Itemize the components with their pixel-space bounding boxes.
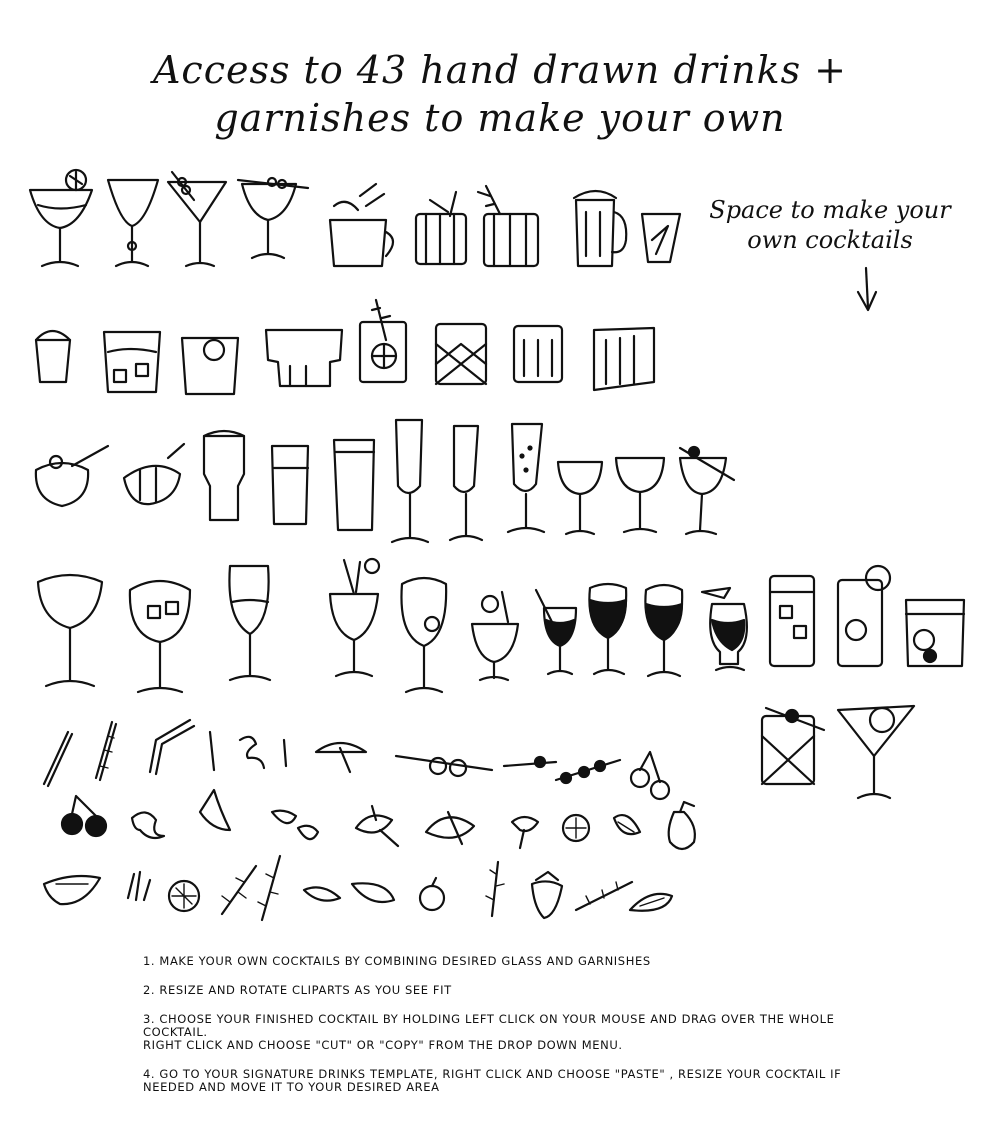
instruction-step: 2. RESIZE AND ROTATE CLIPARTS AS YOU SEE FIT — [143, 983, 452, 997]
mint-icon — [356, 806, 398, 846]
coconut-icon — [124, 444, 184, 504]
red-wine-glass-icon — [589, 584, 626, 674]
cut-crystal-glass-icon — [436, 324, 486, 384]
orange-slice-icon — [563, 815, 589, 841]
instruction-step: 3. CHOOSE YOUR FINISHED COCKTAIL BY HOLDING LEFT CLICK ON YOUR MOUSE AND DRAG OVER THE WHOLE COCKTAIL. RIGHT CLICK AND CHOOSE "CUT" OR "COPY" FROM THE DROP DOWN MENU. — [143, 1012, 835, 1052]
lime-half-icon — [44, 876, 100, 904]
margarita-glass-icon — [30, 170, 92, 266]
cherry-pick-icon — [396, 756, 492, 776]
page-title-line-1: Access to 43 hand drawn drinks + — [152, 48, 848, 92]
hurricane-glass-icon — [702, 588, 747, 670]
lavender-sprig-icon — [576, 882, 632, 910]
orange-wedge-icon — [352, 883, 394, 902]
tiki-bowl-icon — [472, 592, 518, 680]
straw-icon — [44, 732, 72, 786]
bent-straw-icon — [150, 720, 194, 774]
pint-glass-icon — [204, 431, 244, 520]
grass-icon — [128, 872, 150, 900]
umbrella-icon — [316, 743, 366, 772]
rosemary-tumbler-icon — [360, 300, 406, 382]
instruction-step: 4. GO TO YOUR SIGNATURE DRINKS TEMPLATE, RIGHT CLICK AND CHOOSE "PASTE" , RESIZE YOUR COCKTAIL IF NEEDED AND MOVE IT TO YOUR DESIRED AREA — [143, 1067, 842, 1094]
straw-striped-icon — [96, 722, 116, 780]
tall-glass-icon — [334, 440, 374, 530]
lime-tumbler-icon — [182, 338, 238, 394]
peach-icon — [420, 878, 444, 910]
pear-icon — [669, 802, 695, 849]
cherries-icon — [631, 752, 669, 799]
side-note-line-1: Space to make your — [709, 196, 951, 224]
tropical-glass-icon — [330, 559, 379, 676]
flower-icon — [512, 817, 538, 848]
pick-icon — [284, 740, 286, 766]
wine-glass-lemon-icon — [401, 578, 446, 692]
wine-glass-icon — [229, 566, 270, 680]
rocks-glass-icon — [416, 192, 466, 264]
stirrer-icon — [210, 732, 214, 770]
julep-cup-icon — [36, 331, 70, 382]
coconut-drink-icon — [36, 446, 108, 506]
gin-balloon-icon — [130, 581, 190, 692]
olive-skewer-icon — [556, 760, 620, 783]
highball-glass-icon — [272, 446, 308, 524]
herb-sprig-icon — [258, 856, 280, 920]
instructions — [143, 955, 873, 1110]
champagne-flute-icon — [392, 420, 428, 542]
twist-icon — [240, 737, 264, 768]
strawberries-icon — [272, 811, 318, 839]
red-wine-small-icon — [536, 590, 576, 674]
custom-rocks-cocktail-icon — [762, 708, 824, 784]
tall-square-glass-icon — [594, 328, 654, 390]
lime-wedge-icon — [426, 812, 474, 844]
olive-pick-icon — [504, 757, 556, 767]
sparkling-flute-icon — [508, 424, 544, 532]
strawberry-icon — [532, 872, 562, 918]
citrus-wedge-icon — [304, 887, 340, 900]
ice-tumbler-icon — [104, 332, 160, 392]
nick-nora-glass-icon — [680, 447, 734, 534]
lemon-slice-icon — [169, 881, 199, 911]
coupe-glass-2-icon — [616, 458, 664, 532]
collins-glass-icon — [770, 576, 814, 666]
coupe-olive-glass-icon — [238, 178, 308, 258]
citrus-peel-icon — [132, 812, 164, 838]
arrow-down-icon — [858, 268, 876, 310]
lavender-icon — [486, 862, 504, 916]
coupe-small-icon — [558, 462, 602, 534]
martini-glass-icon — [168, 172, 226, 266]
leaf-icon — [200, 790, 230, 830]
short-tumbler-icon — [514, 326, 562, 382]
jar-glass-icon — [266, 330, 342, 386]
side-note-line-2: own cocktails — [747, 226, 913, 254]
red-wine-glass-2-icon — [645, 585, 682, 676]
large-coupe-icon — [38, 575, 102, 686]
lemon-wedge-icon — [630, 894, 672, 911]
coupe-glass-icon — [108, 180, 158, 266]
flute-glass-icon — [450, 426, 482, 540]
copper-mug-icon — [330, 184, 393, 266]
custom-martini-cocktail-icon — [838, 706, 914, 798]
beer-mug-icon — [574, 191, 626, 266]
sage-leaf-icon — [614, 815, 640, 834]
shot-glass-icon — [642, 214, 680, 262]
rosemary-icon — [222, 866, 256, 914]
page-title-line-2: garnishes to make your own — [214, 96, 786, 140]
cherry-pair-icon — [62, 796, 106, 836]
instruction-step: 1. MAKE YOUR OWN COCKTAILS BY COMBINING DESIRED GLASS AND GARNISHES — [143, 954, 651, 968]
collins-lime-icon — [838, 566, 890, 666]
old-fashioned-icon — [906, 600, 964, 666]
rocks-glass-herb-icon — [478, 186, 538, 266]
